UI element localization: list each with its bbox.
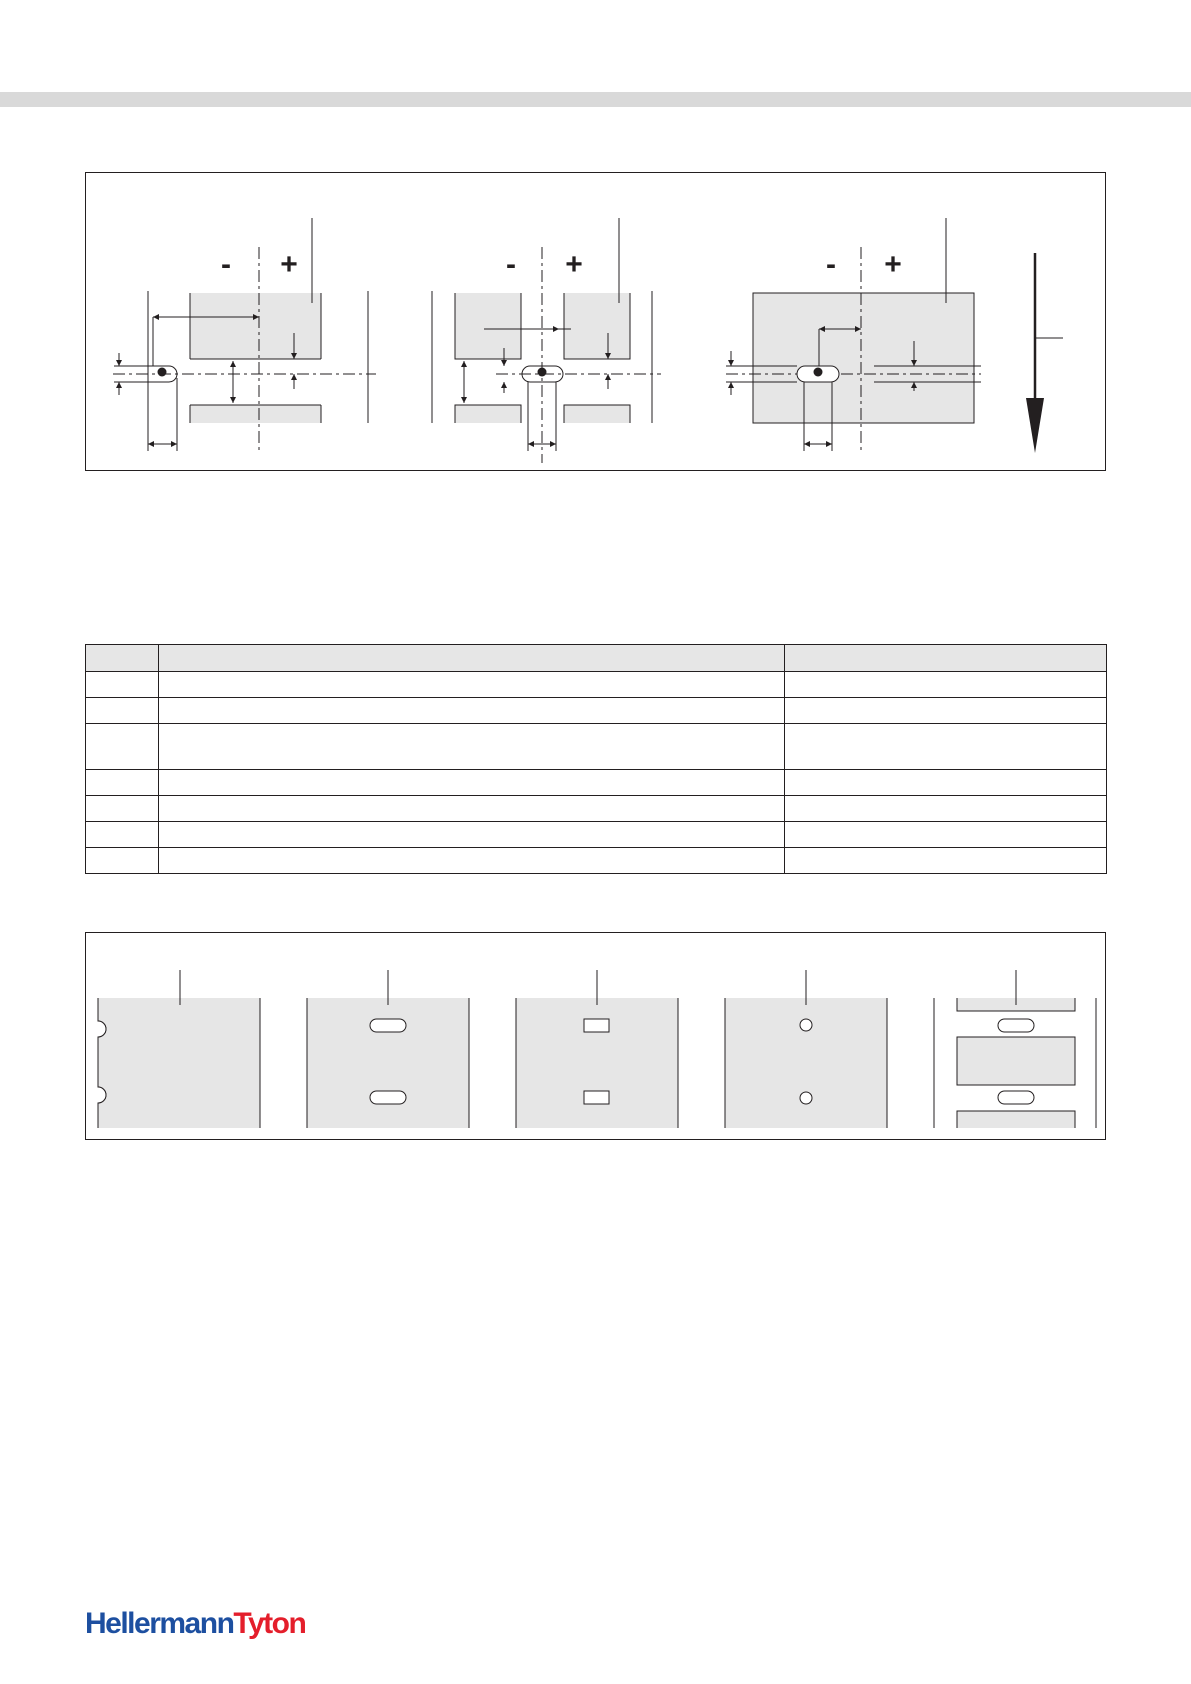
- table-cell: [785, 672, 1107, 698]
- table-header-cell: [86, 645, 159, 672]
- table-header-cell: [785, 645, 1107, 672]
- sensor-dot: [158, 368, 167, 377]
- spec-table: [85, 644, 1107, 874]
- table-cell: [785, 698, 1107, 724]
- logo-text-part2: Tyton: [233, 1607, 306, 1640]
- table-cell: [785, 796, 1107, 822]
- table-cell: [86, 822, 159, 848]
- label-types-diagram: [85, 932, 1106, 1140]
- table-cell: [86, 698, 159, 724]
- minus-sign: -: [506, 248, 516, 281]
- table-row: [86, 724, 1107, 770]
- table-row: [86, 698, 1107, 724]
- table-cell: [86, 724, 159, 770]
- logo-text-part1: Hellermann: [85, 1607, 234, 1640]
- table-header-cell: [159, 645, 785, 672]
- table-cell: [785, 770, 1107, 796]
- table-row: [86, 672, 1107, 698]
- table-cell: [785, 848, 1107, 874]
- label-variant-rect-hole: [516, 998, 678, 1128]
- table-cell: [86, 848, 159, 874]
- label-area: [190, 293, 321, 359]
- plus-sign: +: [565, 248, 583, 281]
- table-row: [86, 848, 1107, 874]
- plus-sign: +: [280, 248, 298, 281]
- feed-direction-arrow: [1026, 398, 1044, 453]
- table-header-row: [86, 645, 1107, 672]
- label-variant-notch: [98, 998, 260, 1128]
- minus-sign: -: [221, 248, 231, 281]
- table-cell: [86, 770, 159, 796]
- table-cell: [86, 672, 159, 698]
- table-cell: [86, 796, 159, 822]
- minus-sign: -: [826, 248, 836, 281]
- positioning-diagram: [85, 172, 1106, 471]
- table-cell: [159, 698, 785, 724]
- table-cell: [159, 848, 785, 874]
- table-cell: [159, 724, 785, 770]
- table-cell: [785, 822, 1107, 848]
- header-band: [0, 92, 1191, 107]
- table-cell: [159, 796, 785, 822]
- plus-sign: +: [884, 248, 902, 281]
- table-row: [86, 796, 1107, 822]
- positioning-diagram-drawing: [86, 173, 1107, 472]
- label-types-drawing: [86, 933, 1107, 1141]
- table-cell: [159, 672, 785, 698]
- label-variant-slot: [307, 998, 469, 1128]
- table-row: [86, 770, 1107, 796]
- table-cell: [785, 724, 1107, 770]
- table-row: [86, 822, 1107, 848]
- table-cell: [159, 770, 785, 796]
- brand-logo: [85, 1606, 305, 1642]
- label-variant-round-hole: [725, 998, 887, 1128]
- table-cell: [159, 822, 785, 848]
